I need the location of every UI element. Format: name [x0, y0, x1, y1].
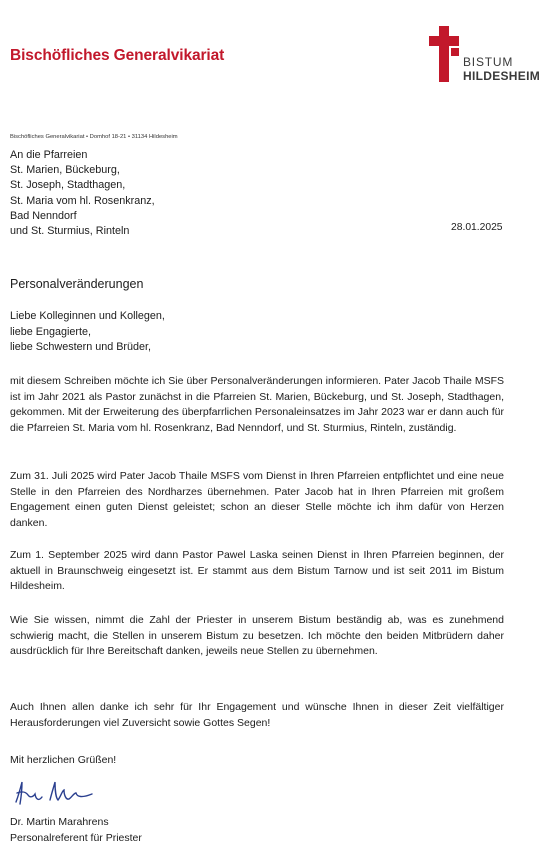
- closing-greeting: Mit herzlichen Grüßen!: [10, 754, 117, 766]
- address-line: St. Joseph, Stadthagen,: [10, 179, 126, 192]
- handwritten-signature: [12, 776, 112, 810]
- address-line: St. Maria vom hl. Rosenkranz,: [10, 194, 155, 207]
- signer-name: Dr. Martin Marahrens: [10, 816, 109, 828]
- address-line: und St. Sturmius, Rinteln: [10, 225, 130, 238]
- signer-block: [10, 815, 142, 846]
- subject-line: Personalveränderungen: [10, 277, 144, 291]
- salutation-line: Liebe Kolleginnen und Kollegen,: [10, 310, 165, 322]
- salutation-line: liebe Schwestern und Brüder,: [10, 341, 152, 353]
- address-line: St. Marien, Bückeburg,: [10, 164, 120, 177]
- address-line: Bad Nenndorf: [10, 209, 77, 222]
- bistum-logo: [429, 26, 549, 82]
- letter-date: 28.01.2025: [451, 222, 503, 233]
- sender-line: Bischöfliches Generalvikariat • Domhof 18-21 • 31134 Hildesheim: [10, 134, 178, 140]
- recipient-address: [10, 148, 155, 239]
- salutation-line: liebe Engagierte,: [10, 325, 92, 338]
- body-paragraph-3: Zum 1. September 2025 wird dann Pastor Pawel Laska seinen Dienst in Ihren Pfarreien beginnen, der aktuell in Braunschweig eingesetzt ist. Er stammt aus dem Bistum Tarnow und ist seit 2011 im Bistum Hildesheim.: [10, 549, 504, 593]
- body-paragraph-2: Zum 31. Juli 2025 wird Pater Jacob Thaile MSFS vom Dienst in Ihren Pfarreien entpflichtet und eine neue Stelle in den Pfarreien des Nordharzes übernehmen. Pater Jacob hat in Ihren Pfarreien mit großem Engagement einen guten Dienst geleistet; schon an dieser Stelle möchte ich ihm dafür von Herzen danken.: [10, 470, 504, 530]
- address-line: An die Pfarreien: [10, 149, 88, 161]
- org-title: Bischöfliches Generalvikariat: [10, 47, 225, 64]
- body-paragraph-4: Wie Sie wissen, nimmt die Zahl der Priester in unserem Bistum beständig ab, was es zunehmend schwierig macht, die Stellen in unserem Bistum zu besetzen. Ich möchte den beiden Mitbrüdern daher ausdrücklich für Ihre Bereitschaft danken, jeweils neue Stellen zu übernehmen.: [10, 614, 504, 658]
- cross-logo-icon: [429, 26, 461, 82]
- logo-text-bistum: BISTUM: [463, 55, 514, 69]
- body-paragraph-5: Auch Ihnen allen danke ich sehr für Ihr Engagement und wünsche Ihnen in dieser Zeit vielfältiger Herausforderungen viel Zuversicht sowie Gottes Segen!: [10, 701, 504, 729]
- body-paragraph-1: mit diesem Schreiben möchte ich Sie über Personalveränderungen informieren. Pater Jacob Thaile MSFS ist im Jahr 2021 als Pastor zunächst in die Pfarreien St. Marien, Bückeburg, und St. Joseph, Stadthagen, gekommen. Mit der Erweiterung des überpfarrlichen Personaleinsatzes im Jahr 2023 war er dann auch für die Pfarreien St. Maria vom hl. Rosenkranz, Bad Nenndorf, und St. Sturmius, Rinteln, zuständig.: [10, 375, 504, 435]
- salutation: [10, 309, 165, 356]
- logo-text-hildesheim: HILDESHEIM: [463, 69, 541, 83]
- signer-role: Personalreferent für Priester: [10, 831, 142, 844]
